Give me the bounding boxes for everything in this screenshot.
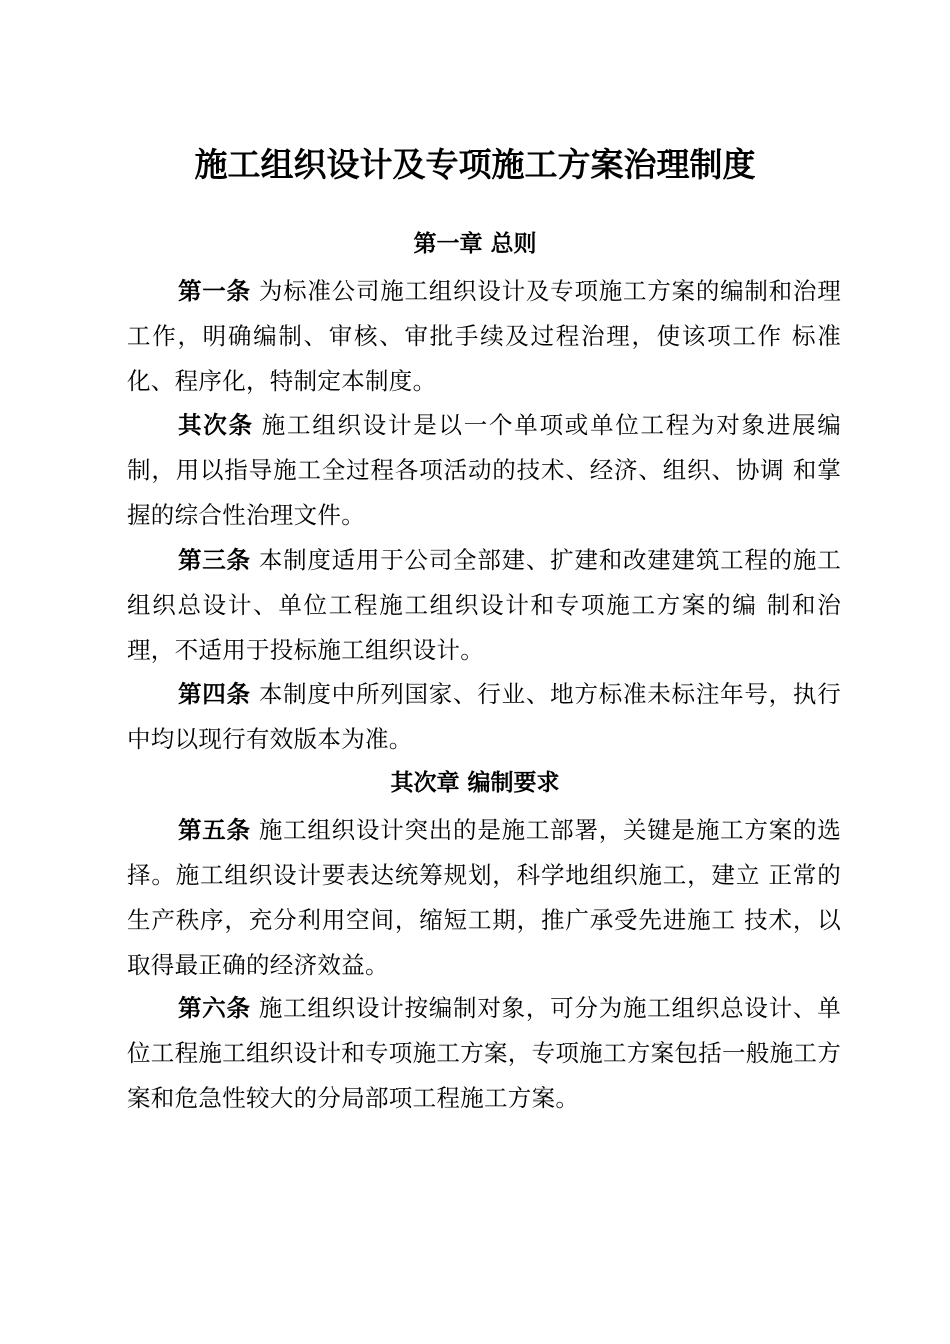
article-paragraph: [127, 808, 841, 988]
article-number: 第六条: [178, 994, 251, 1022]
article-paragraph: [127, 269, 841, 404]
article-number: 第四条: [178, 680, 251, 708]
article-text: 施工组织设计按编制对象，可分为施工组织总设计、单位工程施工组织设计和专项施工方案，专项施工方案包括一般施工方案和危急性较大的分局部项工程施工方案。: [127, 994, 842, 1112]
article-text: 施工组织设计突出的是施工部署，关键是施工方案的选择。施工组织设计要表达统筹规划，科学地组织施工，建立 正常的生产秩序，充分利用空间，缩短工期，推广承受先进施工 技术，以取得最正确的经济效益。: [127, 816, 842, 979]
article-text: 施工组织设计是以一个单项或单位工程为对象进展编制，用以指导施工全过程各项活动的技术、经济、组织、协调 和掌握的综合性治理文件。: [127, 411, 841, 529]
chapter-heading: 第一章 总则: [413, 231, 537, 257]
article-paragraph: [127, 403, 841, 538]
article-paragraph: [127, 672, 841, 762]
article-number: 其次条: [178, 411, 254, 439]
article-paragraph: [127, 538, 841, 673]
chapter-heading: 其次章 编制要求: [390, 770, 560, 796]
article-number: 第一条: [178, 277, 251, 305]
article-paragraph: [127, 986, 841, 1121]
article-text: 本制度适用于公司全部建、扩建和改建建筑工程的施工组织总设计、单位工程施工组织设计和专项施工方案的编 制和治理，不适用于投标施工组织设计。: [127, 546, 842, 664]
article-number: 第五条: [178, 816, 251, 844]
article-text: 本制度中所列国家、行业、地方标准未标注年号，执行中均以现行有效版本为准。: [127, 680, 842, 753]
document-title: 施工组织设计及专项施工方案治理制度: [194, 145, 756, 184]
article-number: 第三条: [178, 546, 251, 574]
article-text: 为标准公司施工组织设计及专项施工方案的编制和治理工作，明确编制、审核、审批手续及过程治理，使该项工作 标准化、程序化，特制定本制度。: [127, 277, 842, 395]
